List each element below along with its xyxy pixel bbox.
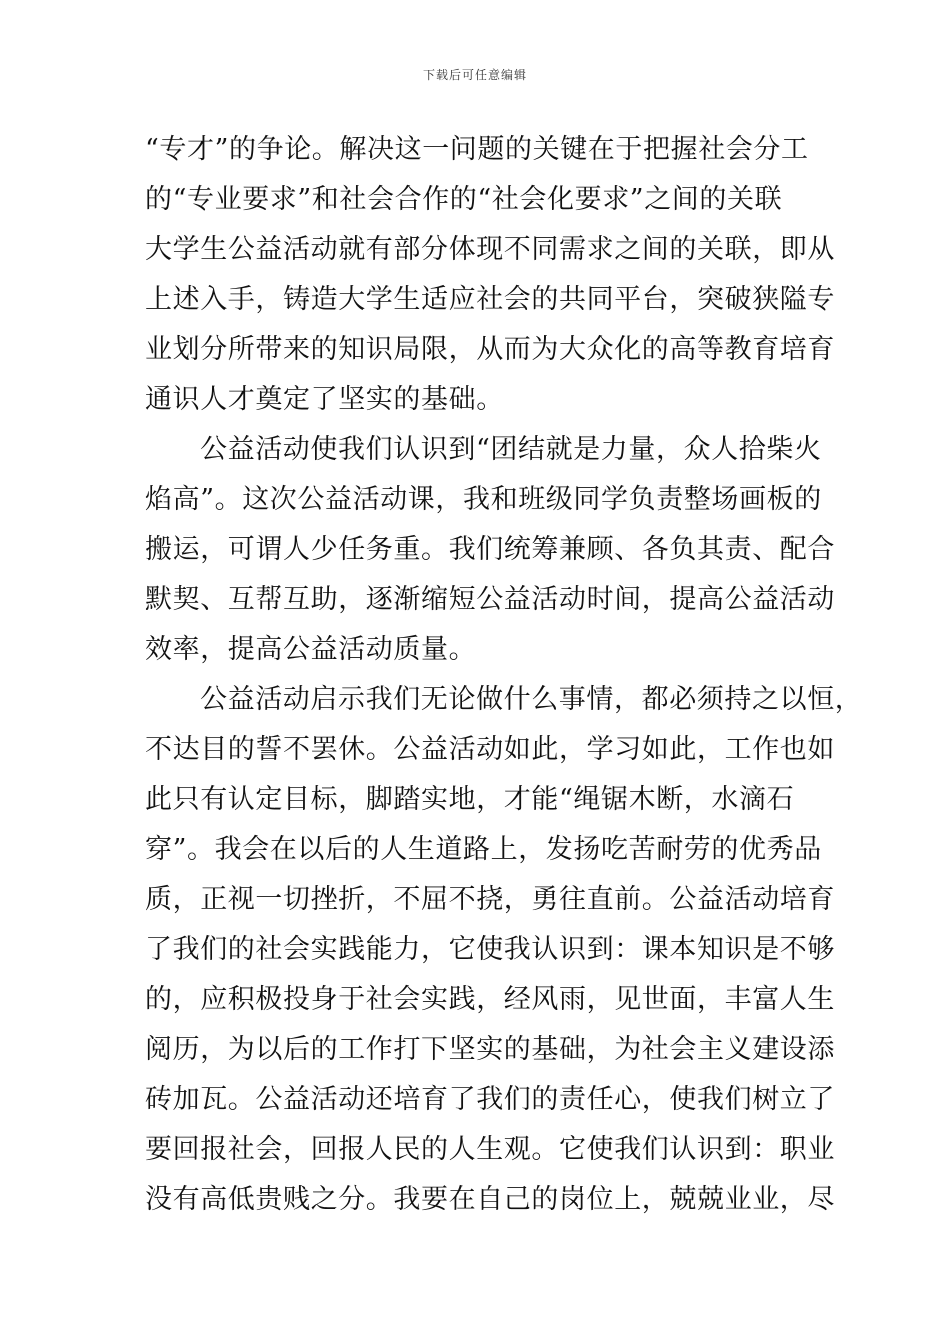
text-line: 要回报社会，回报人民的人生观。它使我们认识到：职业: [145, 1134, 835, 1165]
text-line: 大学生公益活动就有部分体现不同需求之间的关联，即从: [145, 234, 835, 265]
text-line: 默契、互帮互助，逐渐缩短公益活动时间，提高公益活动: [145, 584, 835, 615]
text-line: 的，应积极投身于社会实践，经风雨，见世面，丰富人生: [145, 984, 835, 1015]
text-line: 此只有认定目标，脚踏实地，才能“绳锯木断，水滴石: [145, 784, 795, 815]
text-line: 搬运，可谓人少任务重。我们统筹兼顾、各负其责、配合: [145, 534, 835, 565]
text-line: 效率，提高公益活动质量。: [145, 634, 477, 665]
text-line: 穿”。我会在以后的人生道路上，发扬吃苦耐劳的优秀品: [145, 834, 822, 865]
text-line: 质，正视一切挫折，不屈不挠，勇往直前。公益活动培育: [145, 884, 835, 915]
text-line: 上述入手，铸造大学生适应社会的共同平台，突破狭隘专: [145, 284, 835, 315]
text-line: 焰高”。这次公益活动课，我和班级同学负责整场画板的: [145, 484, 822, 515]
text-line: 了我们的社会实践能力，它使我认识到：课本知识是不够: [145, 934, 835, 965]
text-line: 业划分所带来的知识局限，从而为大众化的高等教育培育: [145, 334, 835, 365]
text-line: 通识人才奠定了坚实的基础。: [145, 384, 504, 415]
text-line: 的“专业要求”和社会合作的“社会化要求”之间的关联: [145, 184, 783, 215]
text-line: “专才”的争论。解决这一问题的关键在于把握社会分工: [145, 134, 809, 165]
text-line: 砖加瓦。公益活动还培育了我们的责任心，使我们树立了: [145, 1084, 835, 1115]
text-line: 不达目的誓不罢休。公益活动如此，学习如此，工作也如: [145, 734, 835, 765]
paragraph-first-line: 公益活动启示我们无论做什么事情，都必须持之以恒，: [200, 684, 863, 715]
text-line: 阅历，为以后的工作打下坚实的基础，为社会主义建设添: [145, 1034, 835, 1065]
text-line: 没有高低贵贱之分。我要在自己的岗位上，兢兢业业，尽: [145, 1184, 835, 1215]
paragraph-first-line: 公益活动使我们认识到“团结就是力量，众人拾柴火: [200, 434, 822, 465]
page-header: 下载后可任意编辑: [422, 68, 527, 82]
